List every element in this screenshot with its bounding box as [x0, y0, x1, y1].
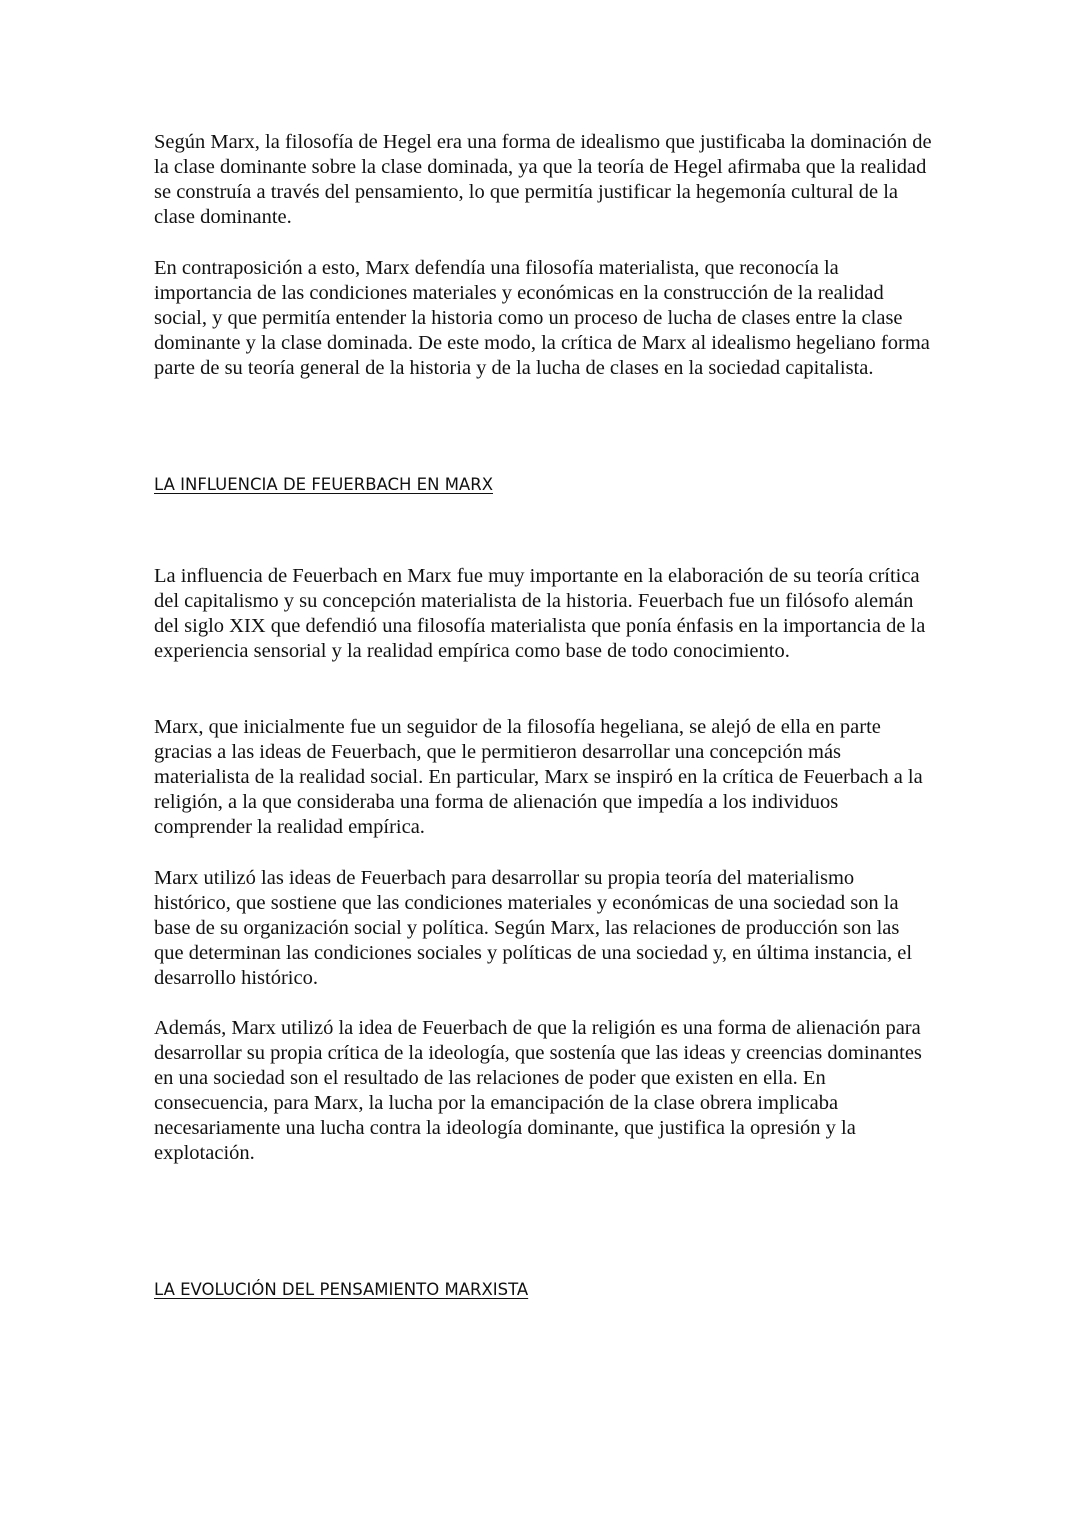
paragraph-ideology-critique: Además, Marx utilizó la idea de Feuerbach de que la religión es una forma de alienación para desarrollar su propia crítica de la ideología, que sostenía que las ideas y creencias dominantes en una sociedad son el resultado de las relaciones de poder que existen en ella. En consecuencia, para Marx, la lucha por la emancipación de la clase obrera implicaba necesariamente una lucha contra la ideología dominante, que justifica la opresión y la explotación. — [154, 1017, 922, 1164]
paragraph-historical-materialism: Marx utilizó las ideas de Feuerbach para desarrollar su propia teoría del materialismo histórico, que sostiene que las condiciones materiales y económicas de una sociedad son la base de su organización social y política. Según Marx, las relaciones de producción son las que determinan las condiciones sociales y políticas de una sociedad y, en última instancia, el desarrollo histórico. — [154, 867, 913, 989]
paragraph-marx-materialism: En contraposición a esto, Marx defendía una filosofía materialista, que reconocía la importancia de las condiciones materiales y económicas en la construcción de la realidad social, y que permitía entender la historia como un proceso de lucha de clases entre la clase dominante y la clase dominada. De este modo, la crítica de Marx al idealismo hegeliano forma parte de su teoría general de la historia y de la lucha de clases en la sociedad capitalista. — [154, 257, 930, 379]
section-heading-feuerbach: LA INFLUENCIA DE FEUERBACH EN MARX — [154, 475, 493, 494]
paragraph-marx-departure: Marx, que inicialmente fue un seguidor de la filosofía hegeliana, se alejó de ella en parte gracias a las ideas de Feuerbach, que le permitieron desarrollar una concepción más materialista de la realidad social. En particular, Marx se inspiró en la crítica de Feuerbach a la religión, a la que consideraba una forma de alienación que impedía a los individuos comprender la realidad empírica. — [154, 716, 923, 838]
paragraph-feuerbach-influence: La influencia de Feuerbach en Marx fue muy importante en la elaboración de su teoría crítica del capitalismo y su concepción materialista de la historia. Feuerbach fue un filósofo alemán del siglo XIX que defendió una filosofía materialista que ponía énfasis en la importancia de la experiencia sensorial y la realidad empírica como base de todo conocimiento. — [154, 565, 926, 662]
section-heading-evolution: LA EVOLUCIÓN DEL PENSAMIENTO MARXISTA — [154, 1280, 529, 1299]
paragraph-hegel-idealism: Según Marx, la filosofía de Hegel era una forma de idealismo que justificaba la dominación de la clase dominante sobre la clase dominada, ya que la teoría de Hegel afirmaba que la realidad se construía a través del pensamiento, lo que permitía justificar la hegemonía cultural de la clase dominante. — [154, 131, 932, 228]
